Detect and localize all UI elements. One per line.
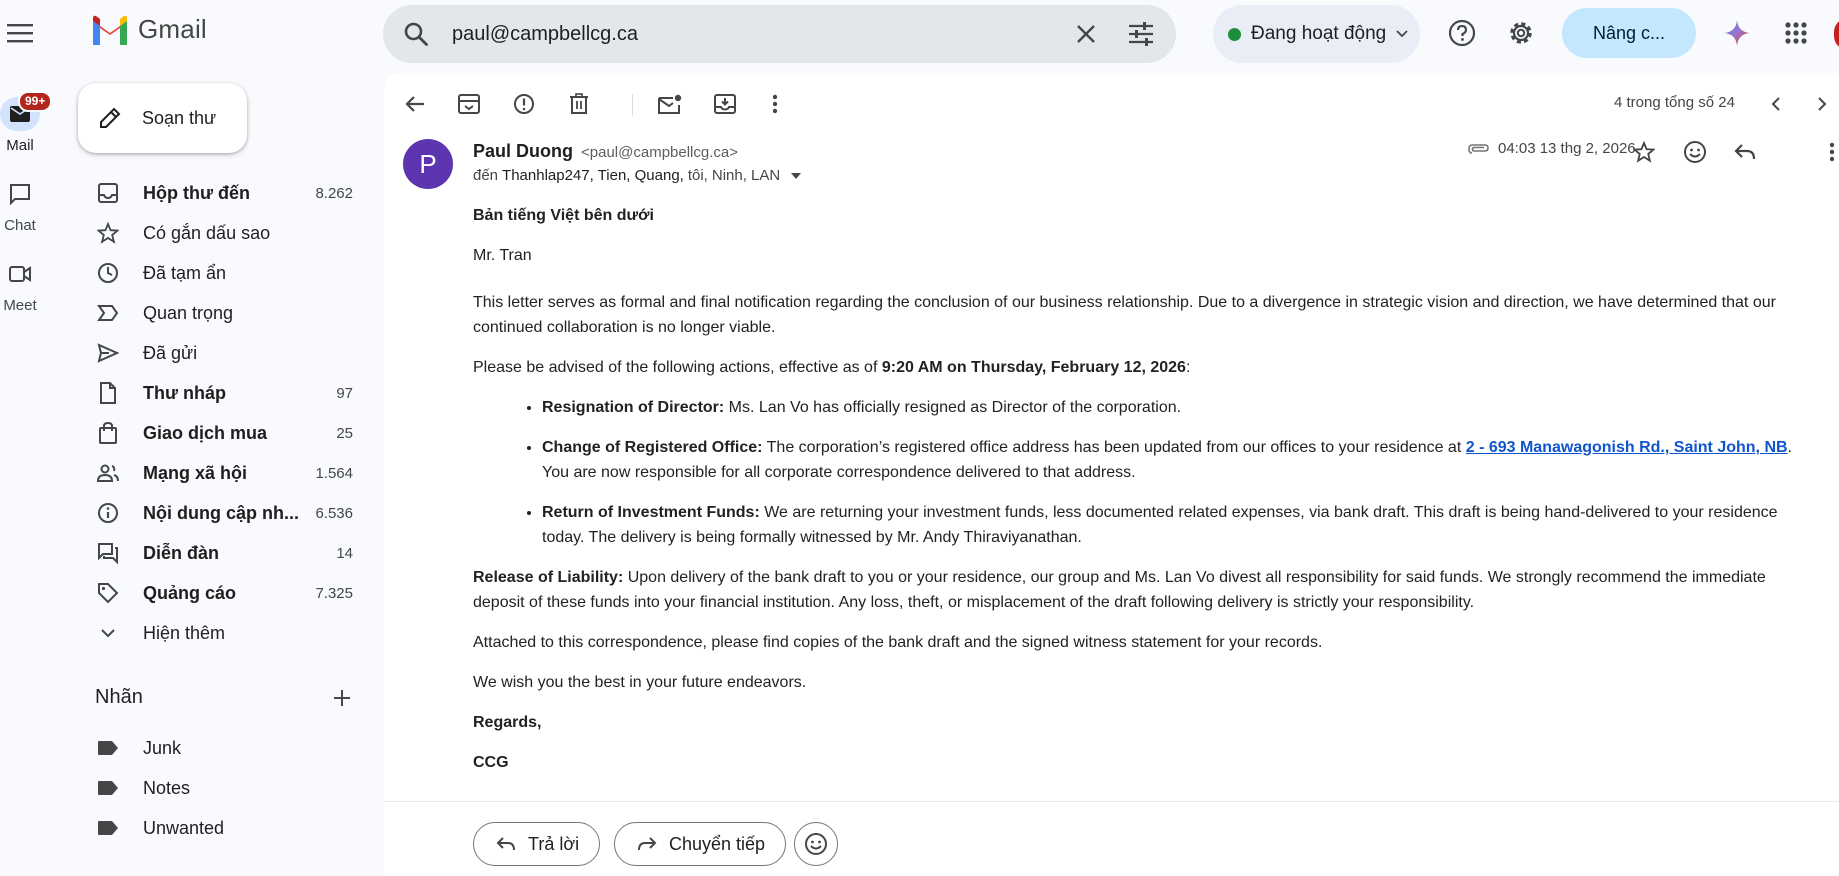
arrow-left-icon — [405, 95, 425, 113]
sender-line — [473, 141, 738, 162]
gmail-logo[interactable] — [90, 14, 207, 45]
effective-date: 9:20 AM on Thursday, February 12, 2026 — [881, 359, 1186, 376]
signature-text: CCG — [473, 754, 509, 771]
attached-paragraph: Attached to this correspondence, please find copies of the bank draft and the signed witness statement for your records. — [473, 634, 1323, 651]
rail-mail-label: Mail — [6, 137, 34, 154]
app-name: Gmail — [138, 14, 207, 44]
folder-sent[interactable] — [80, 333, 370, 373]
folder-social[interactable] — [80, 453, 370, 493]
salutation: Mr. Tran — [473, 247, 532, 264]
add-label-button[interactable] — [333, 689, 351, 707]
report-spam-button[interactable] — [507, 87, 541, 121]
message-more-button[interactable] — [1817, 137, 1839, 167]
folder-count: 1.564 — [315, 464, 353, 482]
folder-label: Giao dịch mua — [143, 422, 268, 443]
vn-notice — [473, 203, 1818, 228]
forum-icon — [97, 542, 119, 564]
folder-important[interactable] — [80, 293, 370, 333]
release-paragraph — [473, 565, 1818, 615]
emoji-icon — [1683, 140, 1707, 164]
attachment-icon — [1468, 143, 1490, 155]
inbox-icon — [97, 182, 119, 204]
archive-button[interactable] — [452, 87, 486, 121]
message-meta — [1468, 140, 1636, 157]
bullet-text: . You are now responsible for all corporate correspondence delivered to that address. — [542, 439, 1792, 481]
list-item — [542, 435, 1818, 485]
trash-icon — [569, 93, 589, 115]
label-icon — [98, 781, 118, 795]
send-icon — [97, 342, 119, 364]
label-junk[interactable] — [80, 728, 370, 768]
move-down-icon — [714, 94, 736, 114]
folder-starred[interactable] — [80, 213, 370, 253]
labels-heading: Nhãn — [95, 686, 143, 708]
folder-label: Nội dung cập nh... — [143, 502, 299, 523]
star-icon — [97, 222, 119, 244]
more-vertical-icon — [772, 94, 778, 114]
folder-promotions[interactable] — [80, 573, 370, 613]
rail-chat-pill[interactable] — [0, 177, 40, 211]
release-text: Upon delivery of the bank draft to you or your residence, our group and Ms. Lan Vo divest all responsibility for said funds. We strongly recommend the immediate deposit of these funds into your financial institution. Any loss, theft, or misplacement of the draft following delivery is strictly your responsibility. — [473, 569, 1766, 611]
pencil-icon — [98, 106, 122, 130]
wish-paragraph: We wish you the best in your future endeavors. — [473, 674, 807, 691]
folder-count: 8.262 — [315, 184, 353, 202]
recipients-list: Thanhlap247, Tien, Quang, — [502, 167, 684, 184]
address-link[interactable]: 2 - 693 Manawagonish Rd., Saint John, NB — [1465, 439, 1788, 456]
google-apps-button[interactable] — [1776, 13, 1816, 53]
label-text: Unwanted — [143, 817, 225, 838]
recipients-rest: Ninh, LAN — [711, 167, 781, 184]
folder-inbox[interactable] — [80, 173, 370, 213]
delete-button[interactable] — [562, 87, 596, 121]
pagination-text: 4 trong tổng số 24 — [1614, 94, 1735, 111]
rail-mail[interactable] — [0, 94, 46, 154]
recipients-me: tôi, — [687, 167, 708, 184]
gemini-sparkle-icon — [1723, 19, 1751, 47]
chevron-down-icon — [1396, 30, 1408, 38]
recipients-line[interactable] — [473, 167, 802, 184]
reply-label: Trả lời — [528, 833, 580, 854]
regards-text: Regards, — [473, 714, 542, 731]
message-timestamp: 04:03 13 thg 2, 2026 — [1498, 140, 1636, 157]
folder-label: Quảng cáo — [143, 582, 237, 603]
newer-button[interactable] — [1759, 87, 1793, 121]
action-list — [473, 395, 1818, 550]
show-more-button[interactable] — [80, 613, 370, 653]
folder-count: 6.536 — [315, 504, 353, 522]
caret-down-icon[interactable] — [790, 172, 802, 180]
upgrade-button[interactable]: Nâng c... — [1562, 8, 1696, 58]
rail-meet-label: Meet — [3, 297, 37, 314]
folder-label: Diễn đàn — [143, 542, 220, 563]
list-item — [542, 500, 1818, 550]
message-view — [384, 73, 1839, 876]
search-bar[interactable] — [383, 5, 1176, 63]
label-unwanted[interactable] — [80, 808, 370, 848]
reply-icon — [496, 836, 516, 852]
bullet-title: Return of Investment Funds: — [542, 504, 760, 521]
label-icon — [98, 741, 118, 755]
forward-label: Chuyển tiếp — [669, 833, 766, 854]
hamburger-menu-icon — [7, 23, 33, 43]
rail-chat[interactable] — [0, 177, 40, 234]
forward-button[interactable] — [614, 822, 786, 866]
folder-count: 25 — [336, 424, 353, 442]
sender-avatar[interactable]: P — [403, 139, 453, 189]
info-icon — [97, 502, 119, 524]
reply-icon-button[interactable] — [1730, 137, 1760, 167]
compose-button[interactable] — [78, 83, 247, 153]
bullet-text: The corporation’s registered office address has been updated from our offices to your residence at — [762, 439, 1466, 456]
chevron-right-icon — [1817, 96, 1827, 112]
move-to-inbox-button[interactable] — [708, 87, 742, 121]
star-icon — [1633, 141, 1655, 163]
folder-forums[interactable] — [80, 533, 370, 573]
star-button[interactable] — [1629, 137, 1659, 167]
folder-count: 14 — [336, 544, 353, 562]
forward-icon — [637, 836, 657, 852]
draft-icon — [97, 382, 119, 404]
unread-badge: 99+ — [18, 91, 52, 112]
para2-pre: Please be advised of the following actions, effective as of — [473, 359, 882, 376]
main-menu-button[interactable] — [0, 13, 40, 53]
apps-grid-icon — [1785, 22, 1807, 44]
status-dot — [1228, 28, 1241, 41]
release-title: Release of Liability: — [473, 569, 624, 586]
mark-unread-button[interactable] — [653, 87, 687, 121]
divider — [384, 801, 1839, 802]
gemini-button[interactable] — [1717, 13, 1757, 53]
close-icon — [1076, 24, 1096, 44]
more-actions-button[interactable] — [758, 87, 792, 121]
bullet-title: Resignation of Director: — [542, 399, 725, 416]
para2-post: : — [1185, 359, 1191, 376]
rail-meet-pill[interactable] — [0, 257, 40, 291]
people-icon — [97, 462, 119, 484]
important-icon — [97, 302, 119, 324]
folder-drafts[interactable] — [80, 373, 370, 413]
reply-icon — [1734, 143, 1756, 161]
folder-purchases[interactable] — [80, 413, 370, 453]
folder-label: Đã gửi — [143, 342, 198, 363]
message-body — [473, 203, 1818, 790]
older-button[interactable] — [1805, 87, 1839, 121]
chevron-left-icon — [1771, 96, 1781, 112]
bullet-title: Change of Registered Office: — [542, 439, 763, 456]
folder-label: Có gắn dấu sao — [143, 222, 271, 243]
emoji-icon — [804, 832, 828, 856]
clear-search-button[interactable] — [1067, 15, 1105, 53]
search-icon[interactable] — [403, 21, 429, 47]
bullet-text: We are returning your investment funds, less documented related expenses, via bank draft. This draft is being hand-delivered to your residence today. The delivery is being formally witnessed by Mr. Andy Thiraviyanathan. — [542, 504, 1778, 546]
archive-icon — [458, 94, 480, 114]
label-text: Notes — [143, 777, 191, 798]
toolbar-divider — [632, 94, 633, 116]
settings-button[interactable] — [1501, 13, 1541, 53]
folder-list — [80, 173, 370, 653]
clock-icon — [97, 262, 119, 284]
folder-count: 7.325 — [315, 584, 353, 602]
emoji-reaction-button[interactable] — [794, 822, 838, 866]
paragraph-1: This letter serves as formal and final notification regarding the conclusion of our business relationship. Due to a divergence in strategic vision and direction, we have determined that our continued collaboration is no longer viable. — [473, 294, 1776, 336]
add-reaction-button[interactable] — [1680, 137, 1710, 167]
tune-icon — [1128, 22, 1154, 46]
bullet-text: Ms. Lan Vo has officially resigned as Director of the corporation. — [724, 399, 1182, 416]
folder-count: 97 — [336, 384, 353, 402]
sender-name[interactable]: Paul Duong — [473, 141, 573, 161]
signature — [473, 750, 1818, 775]
regards — [473, 710, 1818, 735]
status-selector[interactable] — [1213, 5, 1420, 63]
vn-notice-text: Bản tiếng Việt bên dưới — [473, 207, 654, 224]
paragraph-2 — [473, 355, 1818, 380]
status-label: Đang hoạt động — [1251, 23, 1387, 44]
rail-chat-label: Chat — [4, 217, 36, 234]
label-text: Junk — [143, 737, 182, 758]
folder-label: Đã tạm ẩn — [143, 262, 227, 283]
rail-meet[interactable] — [0, 257, 40, 314]
search-input[interactable]: paul@campbellcg.ca — [452, 23, 638, 45]
chevron-down-icon — [97, 622, 119, 644]
mark-unread-icon — [658, 94, 682, 114]
gear-icon — [1507, 19, 1535, 47]
sender-address: <paul@campbellcg.ca> — [581, 144, 739, 161]
shopping-bag-icon — [97, 422, 119, 444]
more-vertical-icon — [1829, 142, 1835, 162]
folder-label: Hiện thêm — [143, 622, 226, 643]
tag-icon — [97, 582, 119, 604]
to-prefix: đến — [473, 167, 499, 184]
label-icon — [98, 821, 118, 835]
chat-icon — [9, 183, 31, 205]
folder-label: Hộp thư đến — [143, 182, 251, 203]
reply-button[interactable] — [473, 822, 600, 866]
folder-label: Thư nháp — [143, 382, 227, 403]
compose-label: Soạn thư — [142, 107, 217, 128]
rail-mail-pill[interactable] — [0, 94, 46, 131]
top-bar — [0, 0, 1839, 66]
folder-label: Quan trọng — [143, 302, 234, 323]
help-button[interactable] — [1442, 13, 1482, 53]
back-button[interactable] — [398, 87, 432, 121]
folder-updates[interactable] — [80, 493, 370, 533]
help-icon — [1448, 19, 1476, 47]
label-notes[interactable] — [80, 768, 370, 808]
list-item — [542, 395, 1818, 420]
folder-snoozed[interactable] — [80, 253, 370, 293]
gmail-m-icon — [90, 15, 130, 45]
video-camera-icon — [9, 265, 31, 283]
folder-label: Mạng xã hội — [143, 462, 248, 483]
report-icon — [513, 93, 535, 115]
account-avatar[interactable] — [1834, 18, 1839, 50]
plus-icon — [333, 689, 351, 707]
search-options-button[interactable] — [1121, 14, 1161, 54]
